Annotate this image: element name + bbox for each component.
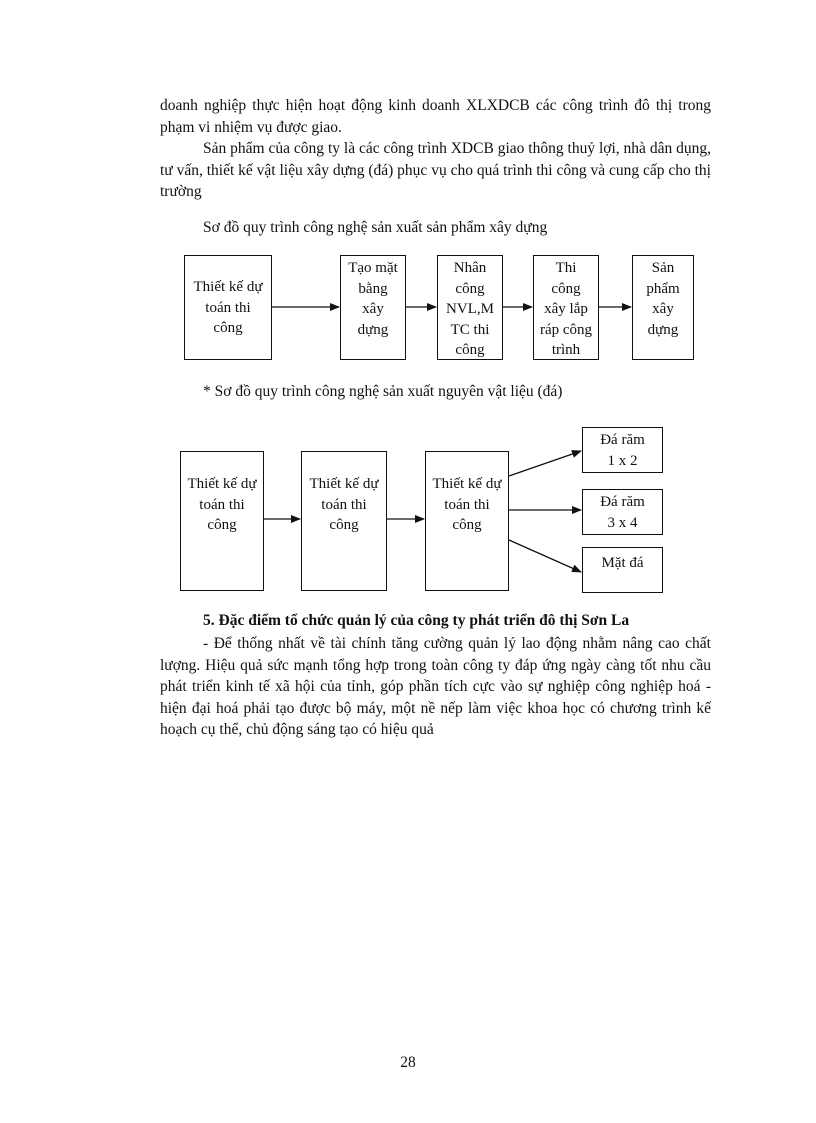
- diagram2-output-1-label: Đá răm 1 x 2: [600, 432, 645, 469]
- diagram2-box-3-label: Thiết kế dự toán thi công: [432, 476, 502, 533]
- diagram2-box-1-label: Thiết kế dự toán thi công: [187, 476, 257, 533]
- diagram1-box-4-label: Thi công xây lắp ráp công trình: [539, 260, 593, 358]
- diagram2-caption: * Sơ đồ quy trình công nghệ sản xuất nguyên vật liệu (đá): [203, 383, 563, 400]
- arrow-d2-to-output-3: [509, 540, 581, 572]
- diagram1-box-5-label: Sản phẩm xây dựng: [646, 260, 680, 338]
- page-number: 28: [400, 1054, 416, 1071]
- diagram1-box-3-label: Nhân công NVL,M TC thi công: [446, 260, 494, 358]
- diagram1-box-1-label: Thiết kế dự toán thi công: [193, 279, 263, 336]
- section-body: - Để thống nhất về tài chính tăng cường quản lý lao động nhằm nâng cao chất lượng. Hiệu quả sức mạnh tổng hợp trong toàn công ty đáp ứng ngày càng tốt nhu cầu phát triển kinh tế xã hội của tỉnh, góp phần tích cực vào sự nghiệp công nghiệp hoá - hiện đại hoá phải tạo được bộ máy, một nề nếp làm việc khoa học có chương trình kế hoạch cụ thể, chủ động sáng tạo có hiệu quả: [160, 635, 711, 738]
- arrow-d2-to-output-1: [509, 451, 581, 476]
- intro-paragraph-1: doanh nghiệp thực hiện hoạt động kinh doanh XLXDCB các công trình đô thị trong phạm vi nhiệm vụ được giao.: [160, 97, 711, 136]
- diagram1-box-2-label: Tạo mặt bằng xây dựng: [348, 260, 398, 338]
- diagram2-box-2-label: Thiết kế dự toán thi công: [309, 476, 379, 533]
- intro-paragraph-2: Sản phẩm của công ty là các công trình XDCB giao thông thuỷ lợi, nhà dân dụng, tư vấn, thiết kế vật liệu xây dựng (đá) phục vụ cho quá trình thi công và cung cấp cho thị trường: [160, 140, 711, 200]
- section-heading: 5. Đặc điểm tổ chức quản lý của công ty phát triển đô thị Sơn La: [203, 612, 630, 629]
- diagram2-output-2-label: Đá răm 3 x 4: [600, 494, 645, 531]
- diagram2-output-3-label: Mặt đá: [601, 555, 644, 571]
- diagram1-caption: Sơ đồ quy trình công nghệ sản xuất sản phẩm xây dựng: [203, 219, 548, 236]
